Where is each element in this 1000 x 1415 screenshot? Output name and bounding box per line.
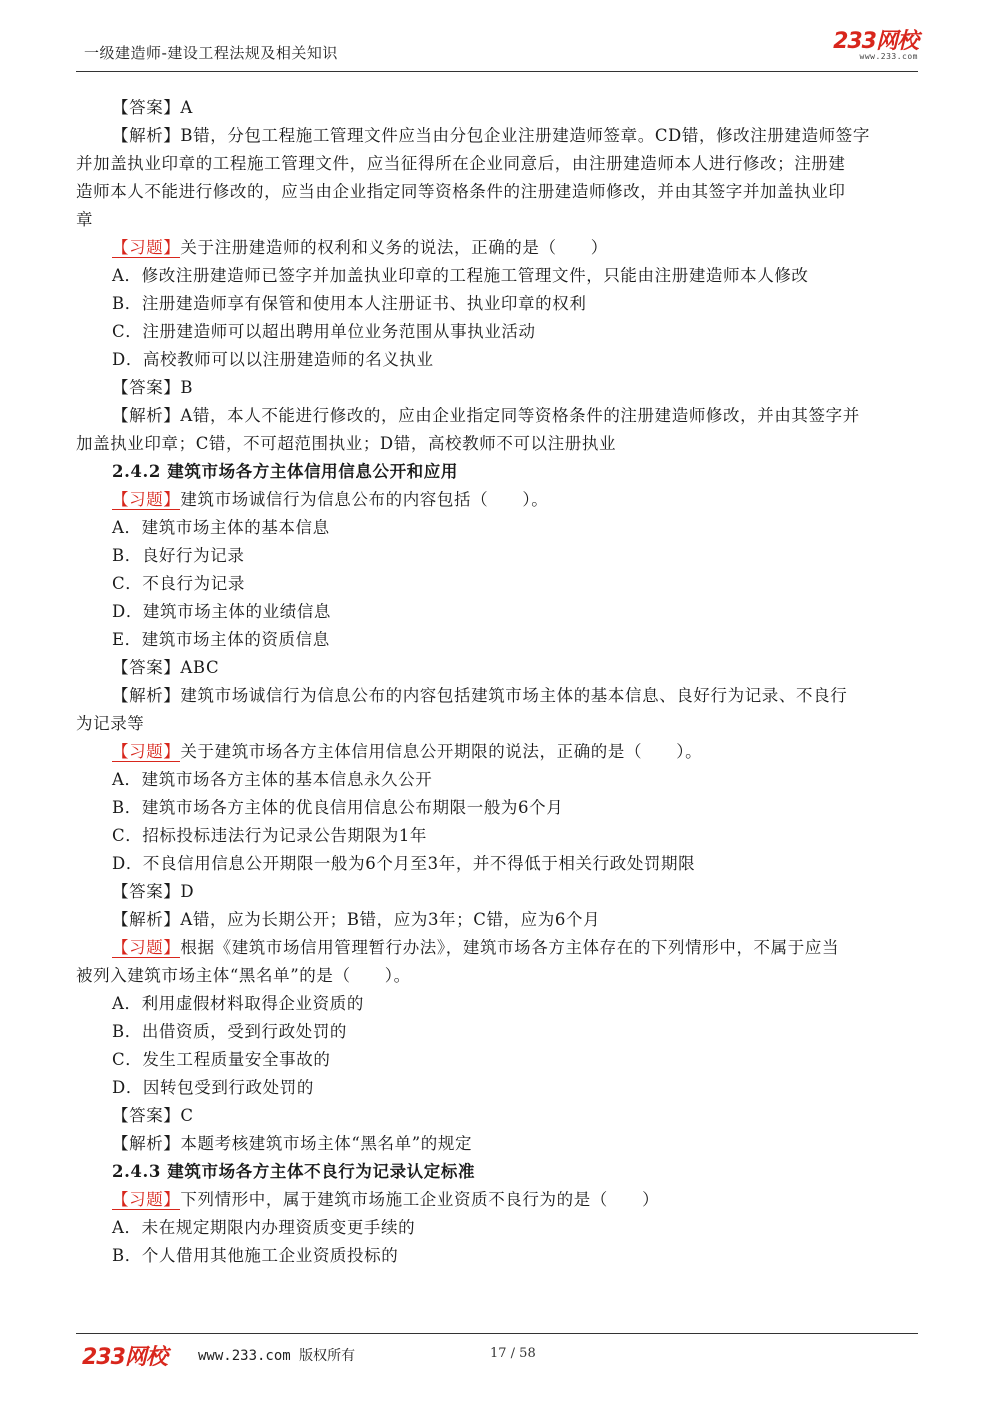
label-tag: 【答案】: [112, 378, 181, 397]
answer-line: [76, 402, 926, 430]
footer-logo: 233网校: [82, 1345, 167, 1370]
label-tag: 【解析】: [112, 910, 181, 929]
continuation-line: [76, 430, 926, 458]
label-tag: 【答案】: [112, 1106, 181, 1125]
line-text: B．注册建造师享有保管和使用本人注册证书、执业印章的权利: [112, 294, 587, 313]
line-text: 加盖执业印章；C错，不可超范围执业；D错，高校教师不可以注册执业: [76, 434, 617, 453]
line-text: 2.4.3 建筑市场各方主体不良行为记录认定标准: [112, 1162, 476, 1181]
line-text: C．注册建造师可以超出聘用单位业务范围从事执业活动: [112, 322, 536, 341]
line-text: 建筑市场诚信行为信息公布的内容包括（ ）。: [180, 490, 549, 509]
line-text: C．招标投标违法行为记录公告期限为1年: [112, 826, 428, 845]
label-tag: 【解析】: [112, 126, 181, 145]
footer-copyright: www.233.com 版权所有: [198, 1348, 356, 1364]
continuation-line: [76, 150, 926, 178]
line-text: 本题考核建筑市场主体“黑名单”的规定: [180, 1134, 473, 1153]
document-title: 一级建造师-建设工程法规及相关知识: [84, 44, 338, 62]
option-item: [76, 598, 926, 626]
option-item: [76, 1074, 926, 1102]
line-text: A．利用虚假材料取得企业资质的: [112, 994, 364, 1013]
line-text: 2.4.2 建筑市场各方主体信用信息公开和应用: [112, 462, 458, 481]
line-text: B错，分包工程施工管理文件应当由分包企业注册建造师签章。CD错，修改注册建造师签字: [180, 126, 870, 145]
line-text: 造师本人不能进行修改的，应当由企业指定同等资格条件的注册建造师修改，并由其签字并加盖执业印: [76, 182, 846, 201]
logo-url: www.233.com: [859, 52, 918, 61]
line-text: C．发生工程质量安全事故的: [112, 1050, 331, 1069]
line-text: D．高校教师可以以注册建造师的名义执业: [112, 350, 434, 369]
option-item: [76, 262, 926, 290]
line-text: E．建筑市场主体的资质信息: [112, 630, 330, 649]
exercise-tag: 【习题】: [112, 1190, 181, 1209]
option-item: [76, 822, 926, 850]
answer-line: [76, 654, 926, 682]
option-item: [76, 1214, 926, 1242]
line-text: 关于注册建造师的权利和义务的说法，正确的是（ ）: [180, 238, 608, 257]
line-text: D．因转包受到行政处罚的: [112, 1078, 314, 1097]
exercise-tag: 【习题】: [112, 938, 181, 957]
answer-line: [76, 1130, 926, 1158]
line-text: ABC: [180, 658, 220, 677]
continuation-line: [76, 710, 926, 738]
option-item: [76, 1018, 926, 1046]
option-item: [76, 850, 926, 878]
line-text: 关于建筑市场各方主体信用信息公开期限的说法，正确的是（ ）。: [180, 742, 703, 761]
answer-line: [76, 94, 926, 122]
line-text: 被列入建筑市场主体“黑名单”的是（ ）。: [76, 966, 411, 985]
continuation-line: [76, 178, 926, 206]
line-text: D．不良信用信息公开期限一般为6个月至3年，并不得低于相关行政处罚期限: [112, 854, 696, 873]
line-text: A错，本人不能进行修改的，应由企业指定同等资格条件的注册建造师修改，并由其签字并: [180, 406, 860, 425]
page-content: [76, 94, 926, 1270]
label-tag: 【答案】: [112, 98, 181, 117]
exercise-question: [76, 486, 926, 514]
option-item: [76, 990, 926, 1018]
option-item: [76, 1046, 926, 1074]
header-divider: [76, 71, 918, 72]
line-text: D．建筑市场主体的业绩信息: [112, 602, 332, 621]
line-text: A: [180, 98, 193, 117]
continuation-line: [76, 206, 926, 234]
answer-line: [76, 122, 926, 150]
label-tag: 【答案】: [112, 882, 181, 901]
option-item: [76, 794, 926, 822]
option-item: [76, 542, 926, 570]
line-text: C: [180, 1106, 194, 1125]
option-item: [76, 346, 926, 374]
line-text: 章: [76, 210, 94, 229]
line-text: D: [180, 882, 195, 901]
logo-text: 233网校: [833, 29, 918, 54]
option-item: [76, 570, 926, 598]
option-item: [76, 514, 926, 542]
answer-line: [76, 374, 926, 402]
line-text: 为记录等: [76, 714, 145, 733]
section-heading: [76, 458, 926, 486]
label-tag: 【解析】: [112, 1134, 181, 1153]
footer-divider: [76, 1333, 918, 1334]
option-item: [76, 318, 926, 346]
answer-line: [76, 1102, 926, 1130]
section-heading: [76, 1158, 926, 1186]
page-number: 17 / 58: [490, 1346, 536, 1361]
exercise-question: [76, 234, 926, 262]
exercise-question: [76, 738, 926, 766]
option-item: [76, 1242, 926, 1270]
line-text: B．个人借用其他施工企业资质投标的: [112, 1246, 399, 1265]
page-footer: [76, 1340, 918, 1370]
option-item: [76, 766, 926, 794]
answer-line: [76, 878, 926, 906]
label-tag: 【答案】: [112, 658, 181, 677]
option-item: [76, 290, 926, 318]
line-text: A．建筑市场主体的基本信息: [112, 518, 330, 537]
line-text: 根据《建筑市场信用管理暂行办法》，建筑市场各方主体存在的下列情形中，不属于应当: [180, 938, 840, 957]
line-text: B．建筑市场各方主体的优良信用信息公布期限一般为6个月: [112, 798, 564, 817]
exercise-tag: 【习题】: [112, 490, 181, 509]
line-text: B: [180, 378, 194, 397]
line-text: A错，应为长期公开；B错，应为3年；C错，应为6个月: [180, 910, 601, 929]
exercise-question: [76, 1186, 926, 1214]
option-item: [76, 626, 926, 654]
line-text: A．修改注册建造师已签字并加盖执业印章的工程施工管理文件，只能由注册建造师本人修改: [112, 266, 809, 285]
line-text: A．未在规定期限内办理资质变更手续的: [112, 1218, 416, 1237]
line-text: 下列情形中，属于建筑市场施工企业资质不良行为的是（ ）: [180, 1190, 660, 1209]
brand-logo: [833, 30, 918, 61]
answer-line: [76, 906, 926, 934]
exercise-tag: 【习题】: [112, 742, 181, 761]
label-tag: 【解析】: [112, 686, 181, 705]
line-text: B．出借资质，受到行政处罚的: [112, 1022, 348, 1041]
exercise-tag: 【习题】: [112, 238, 181, 257]
line-text: 建筑市场诚信行为信息公布的内容包括建筑市场主体的基本信息、良好行为记录、不良行: [180, 686, 848, 705]
continuation-line: [76, 962, 926, 990]
answer-line: [76, 682, 926, 710]
exercise-question: [76, 934, 926, 962]
line-text: B．良好行为记录: [112, 546, 245, 565]
page-header: [76, 29, 918, 72]
line-text: C．不良行为记录: [112, 574, 245, 593]
line-text: 并加盖执业印章的工程施工管理文件，应当征得所在企业同意后，由注册建造师本人进行修改；注册建: [76, 154, 846, 173]
label-tag: 【解析】: [112, 406, 181, 425]
line-text: A．建筑市场各方主体的基本信息永久公开: [112, 770, 433, 789]
